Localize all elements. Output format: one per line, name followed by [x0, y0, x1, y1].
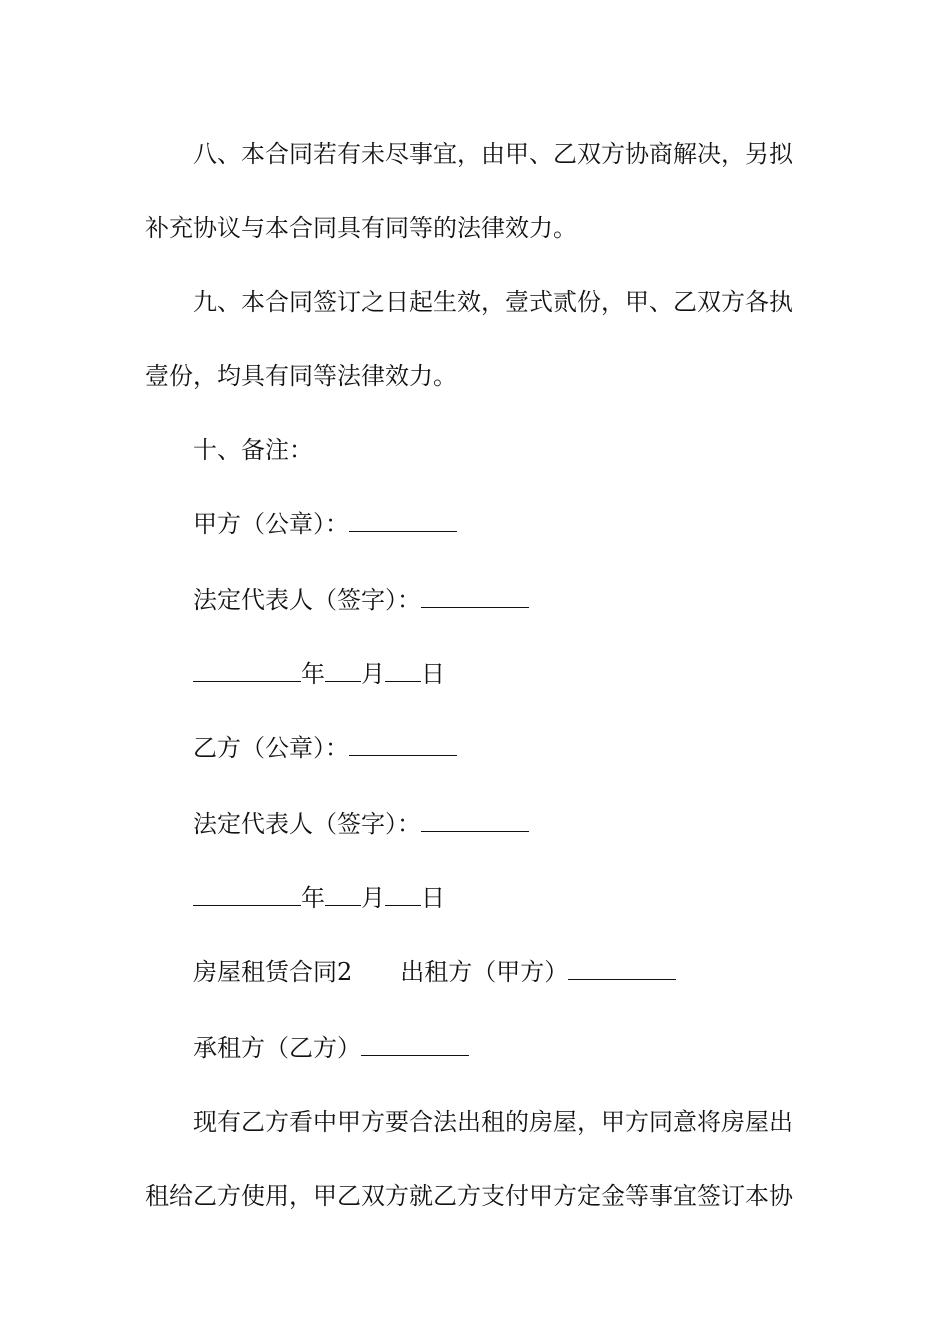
legal-rep-b-blank — [421, 809, 529, 832]
date-row-a — [145, 658, 858, 690]
year-label-b: 年 — [301, 884, 325, 912]
clause-9-line-2: 壹份，均具有同等法律效力。 — [145, 362, 457, 390]
contract-2-header-row — [145, 956, 858, 988]
party-a-seal-label: 甲方（公章）： — [193, 510, 349, 538]
legal-rep-b-label: 法定代表人（签字）： — [193, 810, 421, 838]
clause-8-line-1: 八、本合同若有未尽事宜，由甲、乙双方协商解决，另拟 — [193, 140, 793, 168]
day-label-a: 日 — [421, 660, 445, 688]
legal-rep-a-row — [145, 584, 858, 616]
party-b-seal-blank — [349, 733, 457, 756]
legal-rep-a-blank — [421, 585, 529, 608]
lessor-blank — [568, 957, 676, 980]
lessee-row — [145, 1032, 858, 1064]
legal-rep-a-label: 法定代表人（签字）： — [193, 586, 421, 614]
clause-10-remarks: 十、备注： — [193, 436, 313, 464]
party-a-seal-blank — [349, 509, 457, 532]
lessee-label: 承租方（乙方） — [193, 1034, 361, 1062]
month-label-a: 月 — [361, 660, 385, 688]
party-a-seal-row — [145, 508, 858, 540]
intro-line-2: 租给乙方使用，甲乙双方就乙方支付甲方定金等事宜签订本协 — [145, 1182, 793, 1210]
lessor-label: 出租方（甲方） — [400, 958, 569, 986]
party-b-seal-label: 乙方（公章）： — [193, 734, 349, 762]
year-blank-b — [193, 883, 301, 906]
day-blank-b — [385, 883, 421, 906]
day-blank-a — [385, 659, 421, 682]
year-blank-a — [193, 659, 301, 682]
intro-line-1: 现有乙方看中甲方要合法出租的房屋，甲方同意将房屋出 — [193, 1108, 793, 1136]
year-label-a: 年 — [301, 660, 325, 688]
month-blank-b — [325, 883, 361, 906]
date-row-b — [145, 882, 858, 914]
clause-9-line-1: 九、本合同签订之日起生效，壹式贰份，甲、乙双方各执 — [193, 288, 793, 316]
clause-8-line-2: 补充协议与本合同具有同等的法律效力。 — [145, 214, 577, 242]
party-b-seal-row — [145, 732, 858, 764]
lessee-blank — [361, 1033, 469, 1056]
contract-2-title: 房屋租赁合同2 — [193, 958, 353, 986]
legal-rep-b-row — [145, 808, 858, 840]
month-blank-a — [325, 659, 361, 682]
day-label-b: 日 — [421, 884, 445, 912]
month-label-b: 月 — [361, 884, 385, 912]
